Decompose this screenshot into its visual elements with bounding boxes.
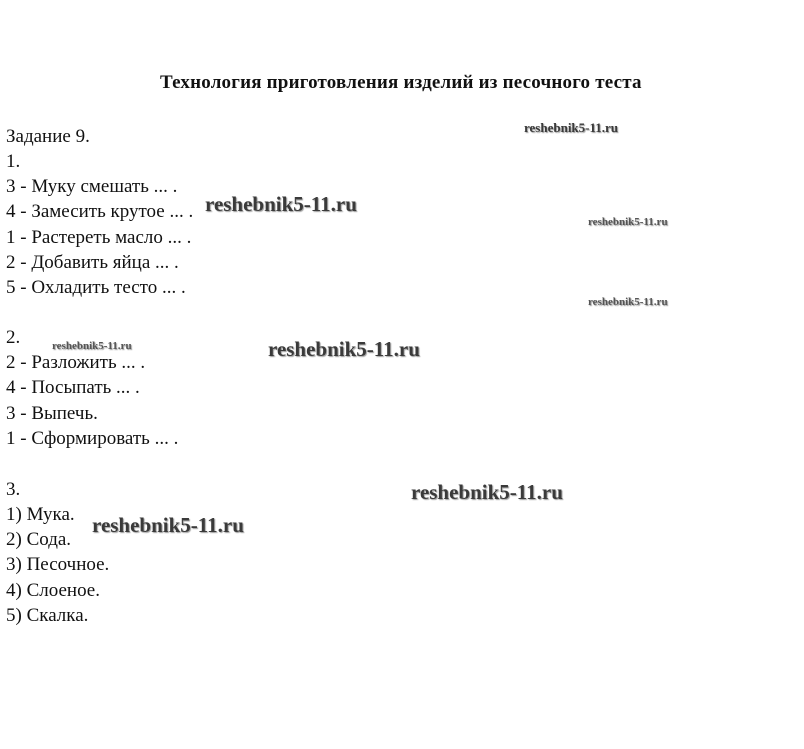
section-2-item: 4 - Посыпать ... . xyxy=(6,377,140,398)
section-2-item: 3 - Выпечь. xyxy=(6,403,98,424)
watermark: reshebnik5-11.ru xyxy=(588,216,668,228)
watermark: reshebnik5-11.ru xyxy=(524,120,619,135)
section-1-item: 4 - Замесить крутое ... . xyxy=(6,201,194,222)
section-2-number: 2. xyxy=(6,327,21,348)
section-1-item: 5 - Охладить тесто ... . xyxy=(6,277,186,298)
section-3-number: 3. xyxy=(6,479,21,500)
section-3-item: 5) Скалка. xyxy=(6,605,89,626)
task-label: Задание 9. xyxy=(6,126,90,147)
section-1-number: 1. xyxy=(6,151,21,172)
watermark: reshebnik5-11.ru xyxy=(52,340,132,352)
section-2-item: 1 - Сформировать ... . xyxy=(6,428,179,449)
section-3-item: 3) Песочное. xyxy=(6,554,110,575)
section-2-item: 2 - Разложить ... . xyxy=(6,352,146,373)
section-1-item: 1 - Растереть масло ... . xyxy=(6,227,192,248)
section-1-item: 3 - Муку смешать ... . xyxy=(6,176,178,197)
section-1-item: 2 - Добавить яйца ... . xyxy=(6,252,179,273)
document-title: Технология приготовления изделий из песочного теста xyxy=(160,72,642,93)
watermark: reshebnik5-11.ru xyxy=(268,337,420,361)
watermark: reshebnik5-11.ru xyxy=(411,480,563,504)
section-3-item: 2) Сода. xyxy=(6,529,72,550)
watermark: reshebnik5-11.ru xyxy=(205,192,357,216)
watermark: reshebnik5-11.ru xyxy=(588,296,668,308)
section-3-item: 4) Слоеное. xyxy=(6,580,100,601)
watermark: reshebnik5-11.ru xyxy=(92,513,244,537)
section-3-item: 1) Мука. xyxy=(6,504,75,525)
